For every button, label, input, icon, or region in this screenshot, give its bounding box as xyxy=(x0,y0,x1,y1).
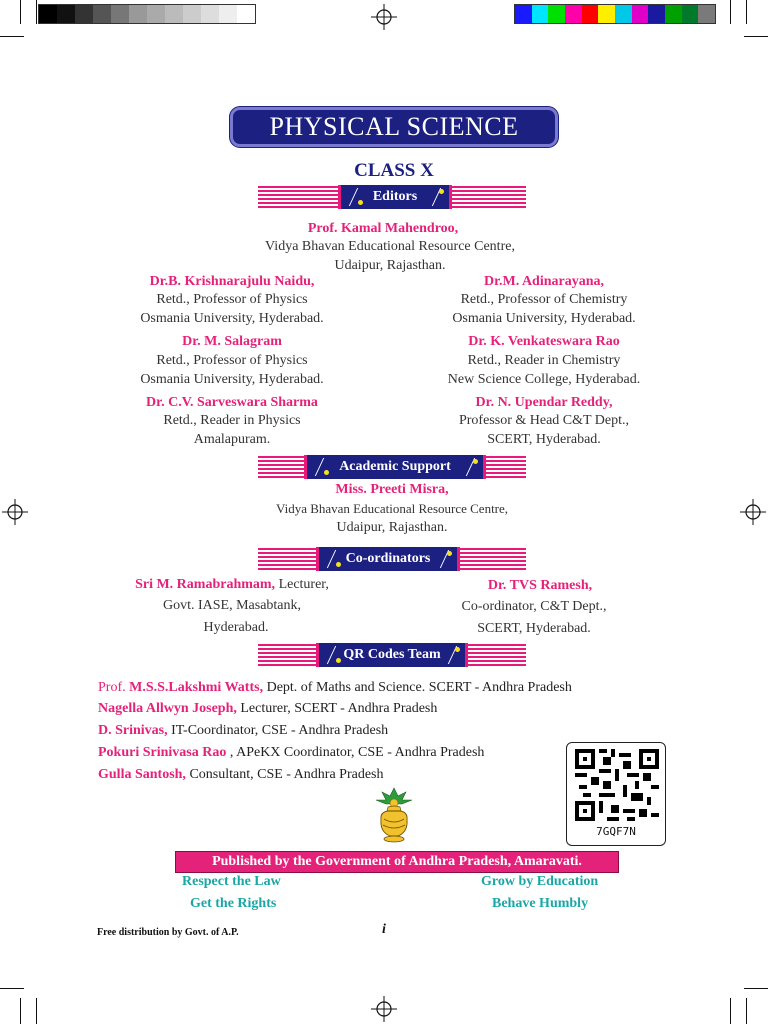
crop-mark xyxy=(730,998,731,1024)
color-bar xyxy=(514,4,716,24)
motto-respect: Respect the Law xyxy=(182,874,281,889)
coordinator-role: Lecturer, xyxy=(275,577,329,592)
section-heading-coordinators: Co-ordinators xyxy=(316,547,460,571)
page-title xyxy=(230,107,558,147)
qr-team-member: Pokuri Srinivasa Rao , APeKX Coordinator, CSE - Andhra Pradesh xyxy=(98,745,485,760)
registration-mark-icon xyxy=(371,996,397,1022)
crop-mark xyxy=(20,998,21,1024)
page-title-text: PHYSICAL SCIENCE xyxy=(269,112,519,141)
andhra-pradesh-emblem-icon xyxy=(368,786,420,844)
crop-mark xyxy=(0,36,24,37)
motto-rights: Get the Rights xyxy=(190,896,277,911)
qr-code-box[interactable] xyxy=(566,742,666,846)
section-heading-editors: Editors xyxy=(338,185,452,209)
crop-mark xyxy=(746,998,747,1024)
motto-humble: Behave Humbly xyxy=(492,896,589,911)
section-heading-qr-team: QR Codes Team xyxy=(316,643,468,667)
crop-mark xyxy=(730,0,731,24)
editor-lead-name: Prof. Kamal Mahendroo, xyxy=(307,221,459,236)
crop-mark xyxy=(36,998,37,1024)
page-number: i xyxy=(382,922,386,937)
coordinator-line: SCERT, Hyderabad. xyxy=(477,621,591,636)
editor-line: New Science College, Hyderabad. xyxy=(447,372,641,387)
qr-team-member: Nagella Allwyn Joseph, Lecturer, SCERT - Andhra Pradesh xyxy=(98,701,438,716)
editor-line: Retd., Professor of Physics xyxy=(156,353,308,368)
editor-line: Retd., Reader in Physics xyxy=(163,413,301,428)
crop-mark xyxy=(36,0,37,24)
editor-name: Dr. K. Venkateswara Rao xyxy=(468,334,620,349)
editor-line: Osmania University, Hyderabad. xyxy=(140,372,324,387)
editor-line: Retd., Professor of Chemistry xyxy=(460,292,628,307)
section-heading-academic-support: Academic Support xyxy=(304,455,486,479)
academic-support-line2: Udaipur, Rajasthan. xyxy=(336,520,448,535)
academic-support-line1: Vidya Bhavan Educational Resource Centre, xyxy=(275,501,509,516)
editor-line: Amalapuram. xyxy=(193,432,271,447)
coordinator-name: Dr. TVS Ramesh, xyxy=(487,578,593,593)
grayscale-bar xyxy=(38,4,256,24)
editor-name: Dr. C.V. Sarveswara Sharma xyxy=(146,395,318,410)
editor-line: Osmania University, Hyderabad. xyxy=(140,311,324,326)
academic-support-name: Miss. Preeti Misra, xyxy=(335,482,449,497)
editor-lead-line1: Vidya Bhavan Educational Resource Centre, xyxy=(265,239,515,254)
qr-code-label: 7GQF7N xyxy=(596,825,636,838)
editor-line: SCERT, Hyderabad. xyxy=(487,432,601,447)
editor-lead-line2: Udaipur, Rajasthan. xyxy=(334,258,446,273)
motto-grow: Grow by Education xyxy=(481,874,599,889)
editor-name: Dr. M. Salagram xyxy=(182,334,282,349)
crop-mark xyxy=(0,988,24,989)
editor-line: Retd., Reader in Chemistry xyxy=(467,353,621,368)
editor-name: Dr.M. Adinarayana, xyxy=(483,274,605,289)
published-by-text: Published by the Government of Andhra Pradesh, Amaravati. xyxy=(212,854,582,869)
editor-line: Professor & Head C&T Dept., xyxy=(458,413,630,428)
crop-mark xyxy=(744,988,768,989)
qr-code-icon xyxy=(575,749,659,821)
class-label: CLASS X xyxy=(354,160,434,181)
crop-mark xyxy=(20,0,21,24)
qr-team-member: Gulla Santosh, Consultant, CSE - Andhra Pradesh xyxy=(98,767,384,782)
crop-mark xyxy=(744,36,768,37)
published-by-banner xyxy=(175,851,619,873)
coordinator-line: Govt. IASE, Masabtank, xyxy=(162,598,302,613)
qr-team-member: D. Srinivas, IT-Coordinator, CSE - Andhra Pradesh xyxy=(98,723,389,738)
editor-line: Retd., Professor of Physics xyxy=(156,292,308,307)
coordinator-left-header xyxy=(82,577,382,593)
coordinator-name: Sri M. Ramabrahmam, xyxy=(135,577,276,592)
editor-name: Dr. N. Upendar Reddy, xyxy=(475,395,613,410)
crop-mark xyxy=(746,0,747,24)
coordinator-line: Co-ordinator, C&T Dept., xyxy=(461,599,607,614)
qr-team-member: Prof. M.S.S.Lakshmi Watts, Dept. of Maths and Science. SCERT - Andhra Pradesh xyxy=(98,680,572,695)
editor-line: Osmania University, Hyderabad. xyxy=(452,311,636,326)
editor-name: Dr.B. Krishnarajulu Naidu, xyxy=(149,274,315,289)
free-distribution-note: Free distribution by Govt. of A.P. xyxy=(97,927,239,938)
coordinator-line: Hyderabad. xyxy=(203,620,269,635)
registration-mark-icon xyxy=(371,4,397,30)
